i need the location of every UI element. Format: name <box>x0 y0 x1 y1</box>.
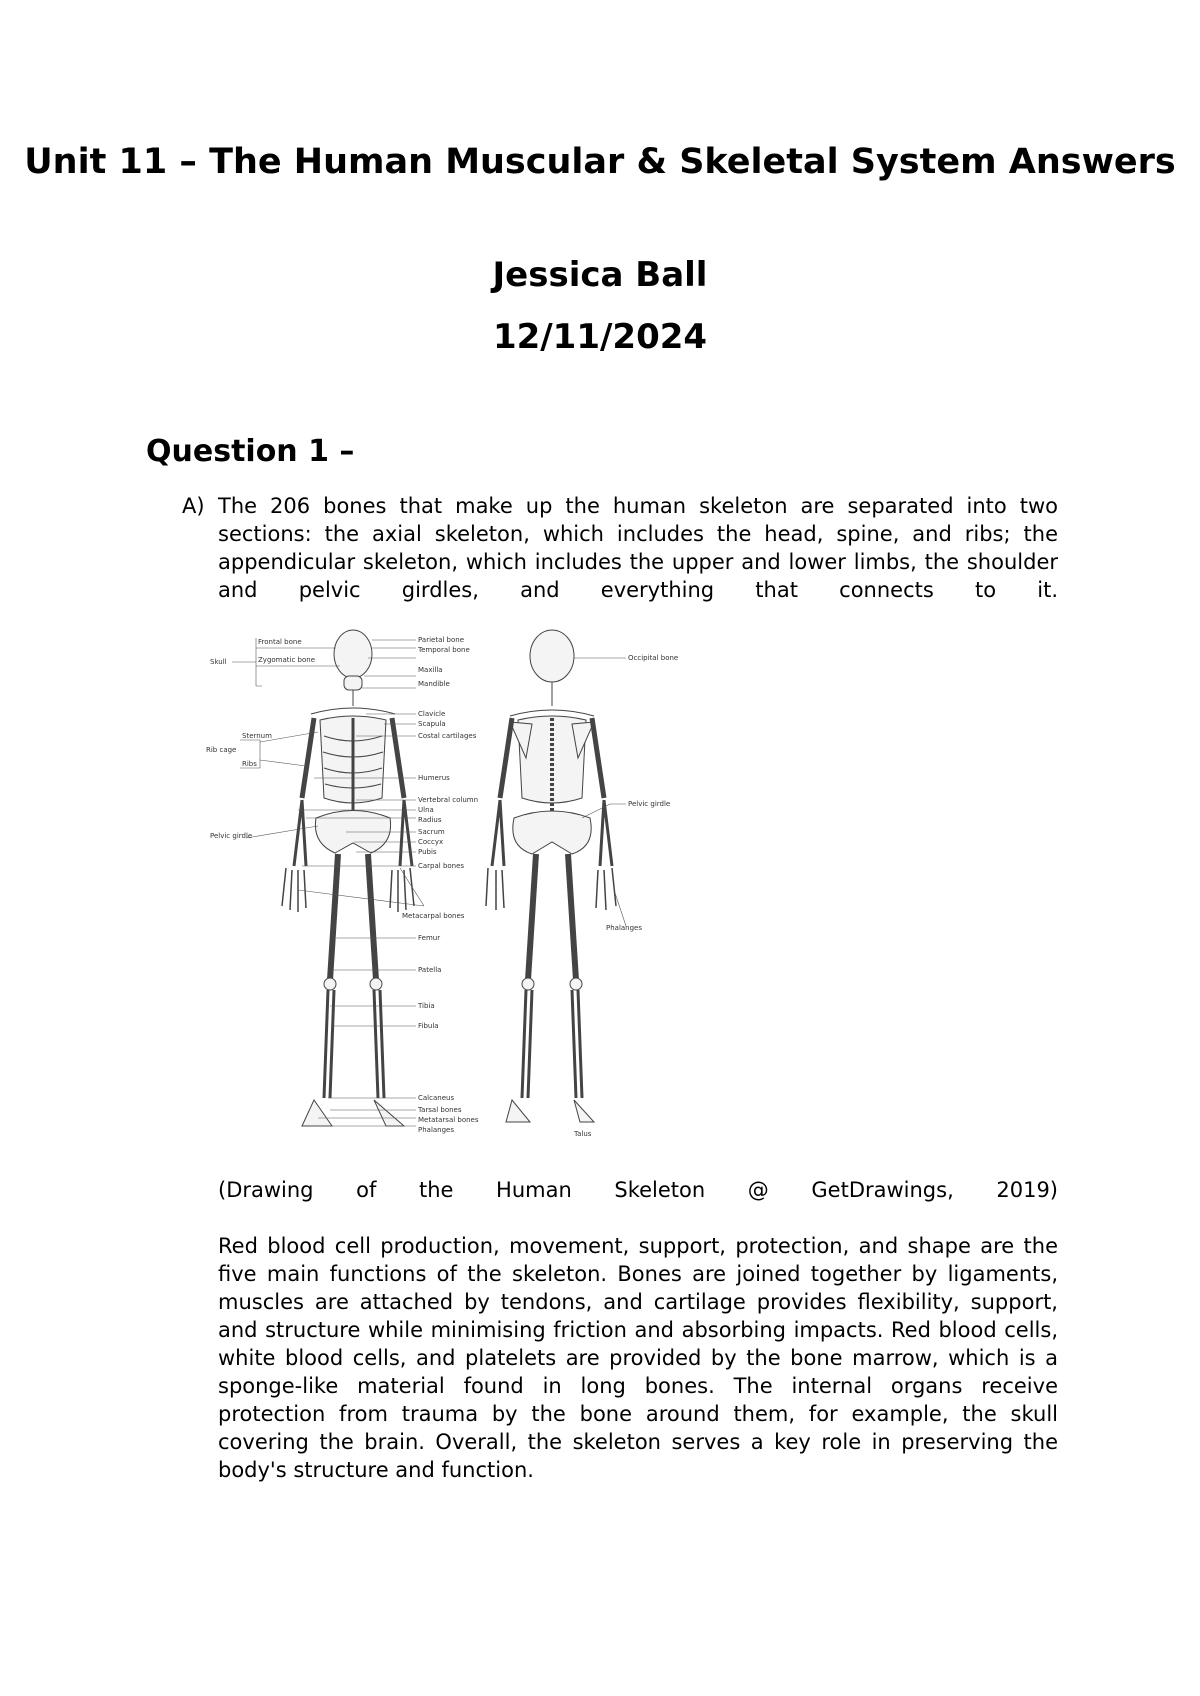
label-skull: Skull <box>210 658 227 666</box>
label-tarsals: Tarsal bones <box>418 1106 462 1114</box>
document-date: 12/11/2024 <box>492 317 708 357</box>
label-humerus: Humerus <box>418 774 450 782</box>
page-title: Unit 11 – The Human Muscular & Skeletal System Answers <box>24 142 1176 182</box>
answer-part-a: The 206 bones that make up the human skeleton are separated into two sections: the axial skeleton, which includes the head, spine, and ribs; the appendicular skeleton, which includes the upper and lower limbs, the shoulder and pelvic girdles, and everything that connects to it. <box>218 494 1058 602</box>
label-talus: Talus <box>574 1130 592 1138</box>
label-rib-cage: Rib cage <box>206 746 237 754</box>
label-pubis: Pubis <box>418 848 437 856</box>
label-ulna: Ulna <box>418 806 434 814</box>
label-tibia: Tibia <box>418 1002 435 1010</box>
list-marker: A) <box>182 494 205 518</box>
label-metacarpals: Metacarpal bones <box>402 912 465 920</box>
label-vertebral: Vertebral column <box>418 796 479 804</box>
figure-caption: (Drawing of the Human Skeleton @ GetDrawings, 2019) <box>218 1178 1058 1202</box>
front-feet-shape <box>302 1100 404 1126</box>
label-patella: Patella <box>418 966 442 974</box>
label-calcaneus: Calcaneus <box>418 1094 455 1102</box>
label-sternum: Sternum <box>242 732 272 740</box>
label-phalanges-center: Phalanges <box>418 1126 455 1134</box>
skeleton-diagram <box>206 628 694 1170</box>
front-skull-shape <box>334 630 372 678</box>
label-zygomatic: Zygomatic bone <box>258 656 316 664</box>
label-coccyx: Coccyx <box>418 838 444 846</box>
label-radius: Radius <box>418 816 442 824</box>
label-femur: Femur <box>418 934 441 942</box>
question-heading: Question 1 – <box>146 434 355 469</box>
front-jaw-shape <box>344 676 362 690</box>
label-fibula: Fibula <box>418 1022 439 1030</box>
back-skull-shape <box>530 630 574 682</box>
label-frontal: Frontal bone <box>258 638 302 646</box>
label-temporal: Temporal bone <box>418 646 470 654</box>
label-phalanges-right: Phalanges <box>606 924 643 932</box>
label-ribs: Ribs <box>242 760 257 768</box>
label-parietal: Parietal bone <box>418 636 464 644</box>
front-clavicle-shape <box>311 708 395 714</box>
label-clavicle: Clavicle <box>418 710 446 718</box>
author-name: Jessica Ball <box>492 255 708 295</box>
label-mandible: Mandible <box>418 680 450 688</box>
label-pelvic-girdle-right: Pelvic girdle <box>628 800 671 808</box>
label-occipital: Occipital bone <box>628 654 679 662</box>
label-pelvic-girdle-left: Pelvic girdle <box>210 832 253 840</box>
label-maxilla: Maxilla <box>418 666 443 674</box>
label-metatarsals: Metatarsal bones <box>418 1116 479 1124</box>
label-carpals: Carpal bones <box>418 862 465 870</box>
label-costal: Costal cartilages <box>418 732 477 740</box>
label-sacrum: Sacrum <box>418 828 445 836</box>
answer-paragraph-2: Red blood cell production, movement, support, protection, and shape are the five main functions of the skeleton. Bones are joined together by ligaments, muscles are attached by tendons, and cartilage provides flexibility, support, and structure while minimising friction and absorbing impacts. Red blood cells, white blood cells, and platelets are provided by the bone marrow, which is a sponge-like material found in long bones. The internal organs receive protection from trauma by the bone around them, for example, the skull covering the brain. Overall, the skeleton serves a key role in preserving the body's structure and function. <box>218 1234 1058 1482</box>
back-pelvis-shape <box>513 811 591 854</box>
label-scapula: Scapula <box>418 720 446 728</box>
